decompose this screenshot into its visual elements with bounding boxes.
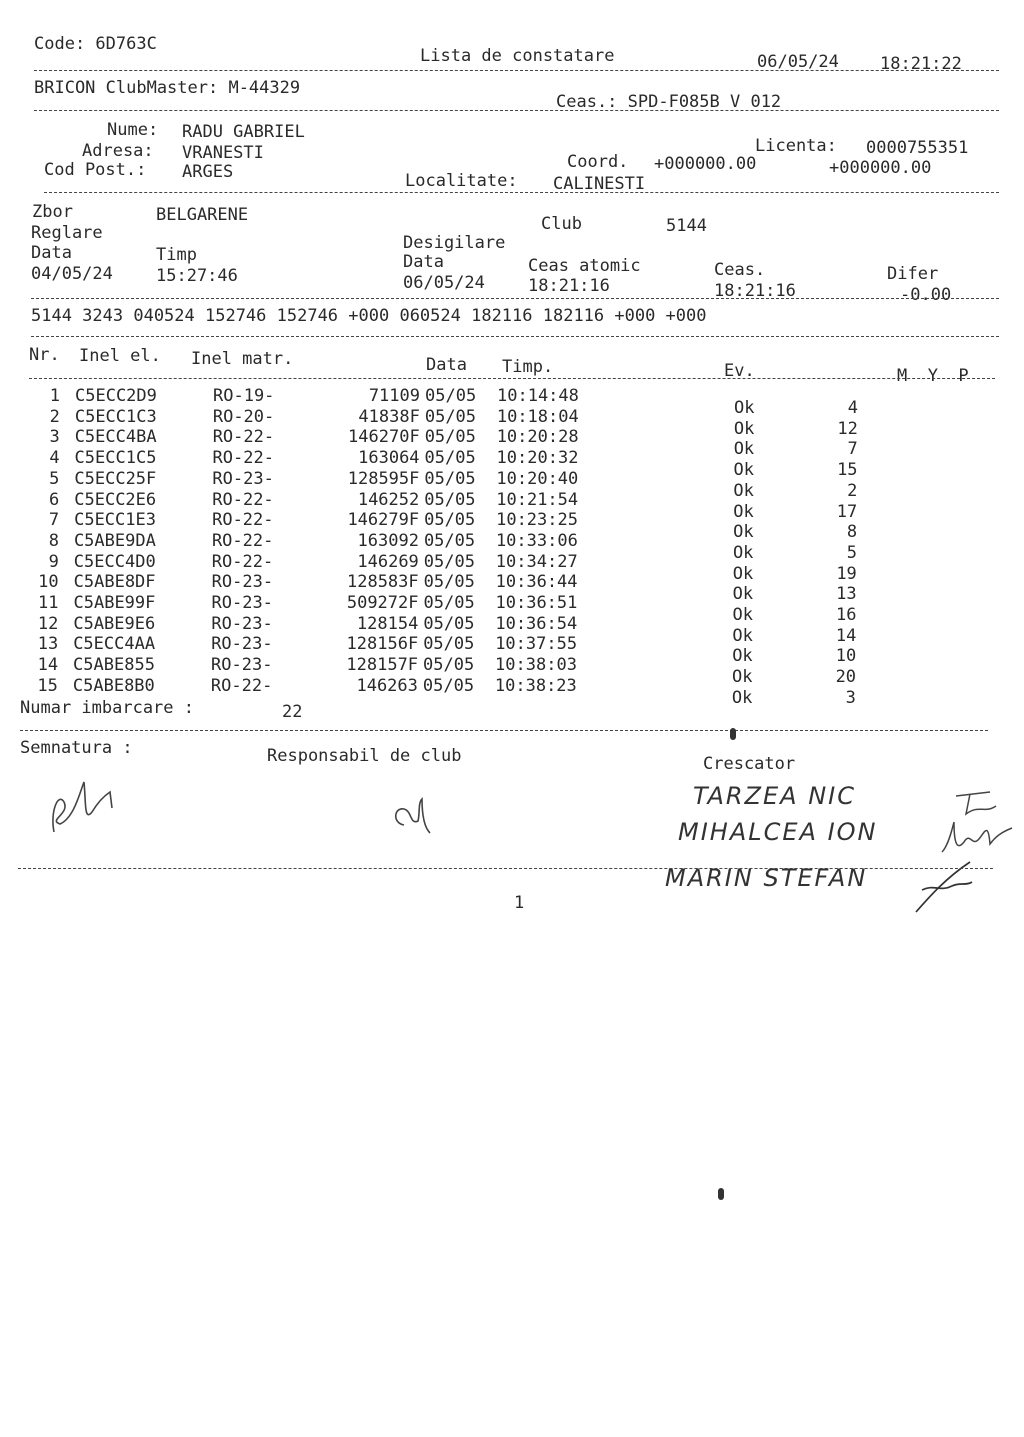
cell-time: 10:20:40: [496, 468, 579, 489]
cell-ev: Ok: [734, 398, 755, 418]
cell-el: C5ECC4AA: [73, 634, 156, 655]
signature-owner: [40, 772, 130, 842]
cell-date: 05/05: [423, 655, 475, 676]
license-number: 0000755351: [866, 138, 969, 158]
cell-pre: RO-19-: [213, 386, 275, 406]
cell-date: 05/05: [424, 427, 476, 448]
cell-el: C5ECC1C3: [74, 406, 157, 427]
cell-nr: 7: [48, 510, 60, 531]
imbarcare-count: 22: [282, 702, 303, 722]
cell-ev: Ok: [733, 522, 754, 543]
cell-num: 128156F: [346, 634, 419, 655]
crescator-label: Crescator: [703, 754, 796, 774]
cell-num: 146263: [356, 675, 418, 696]
cell-num: 128154: [356, 613, 419, 634]
cell-rank: 15: [837, 460, 858, 481]
cell-time: 10:33:06: [495, 530, 578, 551]
cell-pre: RO-20-: [212, 406, 275, 427]
cell-pre: RO-22-: [212, 427, 275, 448]
cell-time: 10:36:51: [495, 593, 578, 613]
cell-el: C5ECC4D0: [73, 551, 156, 572]
cell-date: 05/05: [422, 675, 475, 696]
cell-el: C5ECC2D9: [75, 386, 157, 406]
divider: [44, 192, 999, 193]
cell-ev: Ok: [732, 605, 753, 625]
coord-y: +000000.00: [829, 158, 932, 178]
cell-el: C5ECC2E6: [74, 489, 157, 510]
flight-name: BELGARENE: [156, 205, 249, 225]
code-label: Code: 6D763C: [34, 34, 157, 54]
postal-label: Cod Post.:: [44, 160, 147, 180]
cell-date: 05/05: [423, 572, 475, 593]
print-date: 06/05/24: [757, 52, 839, 72]
clock-id: Ceas.: SPD-F085B V 012: [556, 92, 782, 112]
cell-date: 05/05: [424, 406, 477, 427]
cell-num: 163064: [358, 448, 420, 469]
cell-num: 509272F: [346, 593, 419, 613]
cell-rank: 2: [847, 480, 858, 501]
page-number: 1: [514, 893, 525, 913]
col-inel-el: Inel el.: [79, 346, 161, 366]
cell-pre: RO-22-: [211, 530, 274, 551]
cell-el: C5ECC1E3: [74, 510, 156, 531]
ink-mark: [730, 728, 736, 740]
cell-pre: RO-23-: [211, 634, 273, 655]
cell-el: C5ABE9DA: [73, 530, 156, 551]
cell-date: 05/05: [424, 448, 476, 469]
cell-pre: RO-22-: [212, 448, 274, 469]
reglare-timp-label: Timp: [156, 245, 197, 265]
cell-pre: RO-23-: [211, 655, 273, 676]
col-data: Data: [426, 355, 467, 375]
cell-nr: 2: [49, 406, 60, 427]
cell-nr: 15: [37, 675, 58, 696]
cell-nr: 10: [38, 572, 59, 593]
cell-ev: Ok: [733, 439, 755, 460]
cell-num: 146269: [357, 551, 419, 572]
reglare-time: 15:27:46: [156, 266, 238, 286]
cell-date: 05/05: [423, 551, 475, 572]
cell-time: 10:36:44: [495, 572, 578, 593]
cell-el: C5ABE99F: [73, 593, 156, 613]
address-label: Adresa:: [82, 141, 154, 161]
cell-ev: Ok: [733, 480, 754, 501]
desig-date: 06/05/24: [403, 273, 485, 293]
handwritten-name-1: TARZEA NIC: [693, 782, 856, 810]
cell-nr: 13: [37, 634, 59, 655]
ink-mark: [718, 1188, 724, 1200]
clubmaster-id: BRICON ClubMaster: M-44329: [34, 78, 301, 98]
cell-ev: Ok: [732, 667, 753, 688]
cell-nr: 4: [49, 448, 60, 469]
cell-rank: 8: [846, 522, 858, 543]
cell-num: 146270F: [348, 427, 420, 448]
cell-rank: 20: [835, 667, 857, 688]
cell-num: 41838F: [358, 406, 420, 427]
desig-data-label: Data: [403, 252, 444, 272]
col-ev: Ev.: [724, 361, 755, 381]
ceas-atomic-label: Ceas atomic: [528, 256, 641, 276]
license-label: Licenta:: [755, 136, 837, 156]
cell-pre: RO-22-: [210, 675, 273, 696]
cell-rank: 12: [837, 418, 858, 439]
cell-rank: 14: [835, 625, 857, 646]
cell-time: 10:38:03: [495, 655, 577, 676]
col-inel-matr: Inel matr.: [191, 349, 294, 369]
cell-rank: 16: [836, 605, 857, 625]
cell-el: C5ABE855: [73, 655, 155, 676]
divider: [31, 336, 999, 337]
print-time: 18:21:22: [880, 54, 962, 74]
cell-date: 05/05: [423, 593, 475, 613]
semnatura-label: Semnatura :: [20, 738, 133, 758]
cell-el: C5ABE8DF: [73, 572, 156, 593]
col-timp: Timp.: [502, 357, 554, 377]
cell-num: 146252: [357, 489, 420, 510]
cell-time: 10:18:04: [496, 406, 579, 427]
col-myp: M Y P: [897, 366, 969, 386]
ceas-time: 18:21:16: [714, 281, 796, 301]
coord-x: +000000.00: [654, 154, 757, 174]
reglare-date: 04/05/24: [31, 264, 113, 284]
cell-date: 05/05: [424, 489, 476, 510]
cell-time: 10:14:48: [497, 386, 579, 406]
responsabil-label: Responsabil de club: [267, 746, 462, 766]
cell-rank: 10: [835, 646, 857, 667]
cell-ev: Ok: [733, 418, 755, 439]
cell-time: 10:20:32: [496, 448, 579, 469]
cell-date: 05/05: [423, 613, 475, 634]
cell-ev: Ok: [732, 542, 754, 563]
cell-rank: 7: [847, 439, 858, 460]
cell-date: 05/05: [425, 386, 477, 406]
cell-time: 10:23:25: [496, 510, 578, 531]
cell-rank: 13: [836, 584, 857, 605]
handwritten-name-3: MARIN STEFAN: [665, 864, 868, 892]
difer-label: Difer: [887, 264, 939, 284]
cell-pre: RO-22-: [212, 489, 274, 510]
cell-ev: Ok: [733, 460, 755, 481]
cell-ev: Ok: [732, 646, 753, 667]
cell-pre: RO-23-: [211, 593, 273, 613]
encoded-line: 5144 3243 040524 152746 152746 +000 060524 182116 182116 +000 +000: [31, 306, 707, 326]
document-title: Lista de constatare: [420, 46, 615, 66]
cell-pre: RO-23-: [211, 613, 273, 634]
name-label: Nume:: [107, 120, 159, 140]
cell-el: C5ECC1C5: [74, 448, 157, 469]
handwritten-initials-2: [938, 816, 1018, 860]
divider: [18, 868, 993, 869]
cell-num: 163092: [357, 530, 419, 551]
locality-label: Localitate:: [405, 171, 518, 191]
coord-label: Coord.: [567, 152, 629, 172]
ceas-label: Ceas.: [714, 260, 766, 280]
cell-ev: Ok: [732, 563, 754, 584]
owner-name: RADU GABRIEL: [182, 122, 305, 142]
cell-nr: 11: [38, 593, 59, 613]
cell-time: 10:34:27: [495, 551, 578, 572]
cell-time: 10:38:23: [494, 675, 577, 696]
cell-pre: RO-22-: [211, 551, 274, 572]
cell-rank: 19: [836, 563, 857, 584]
cell-date: 05/05: [424, 510, 476, 531]
handwritten-name-2: MIHALCEA ION: [678, 818, 878, 846]
cell-time: 10:36:54: [495, 613, 578, 634]
cell-nr: 3: [49, 427, 60, 448]
cell-rank: 5: [846, 542, 857, 563]
cell-ev: Ok: [732, 625, 753, 646]
cell-el: C5ABE8B0: [72, 675, 155, 696]
divider: [31, 298, 999, 299]
cell-time: 10:21:54: [496, 489, 579, 510]
cell-num: 128595F: [347, 468, 420, 489]
club-label: Club: [541, 214, 582, 234]
cell-el: C5ECC4BA: [74, 427, 157, 448]
cell-ev: Ok: [731, 687, 753, 708]
imbarcare-label: Numar imbarcare :: [20, 698, 194, 718]
col-nr: Nr.: [29, 345, 60, 365]
reglare-data-label: Data: [31, 243, 72, 263]
handwritten-initials-3: [910, 856, 980, 916]
desigilare-label: Desigilare: [403, 233, 506, 253]
signature-club-manager: [388, 795, 438, 840]
cell-el: C5ABE9E6: [73, 613, 156, 634]
cell-rank: 17: [836, 501, 858, 522]
cell-num: 128157F: [346, 655, 419, 676]
cell-date: 05/05: [423, 634, 475, 655]
divider: [29, 378, 995, 379]
divider: [34, 110, 999, 111]
cell-date: 05/05: [423, 530, 476, 551]
cell-num: 128583F: [346, 572, 419, 593]
ceas-atomic-time: 18:21:16: [528, 276, 610, 296]
locality: CALINESTI: [553, 174, 646, 194]
divider: [34, 70, 999, 71]
cell-pre: RO-22-: [212, 510, 274, 531]
cell-ev: Ok: [732, 584, 754, 605]
cell-nr: 6: [49, 489, 60, 510]
cell-ev: Ok: [733, 501, 754, 522]
cell-nr: 9: [48, 551, 59, 572]
cell-date: 05/05: [424, 468, 476, 489]
cell-time: 10:20:28: [496, 427, 579, 448]
cell-el: C5ECC25F: [74, 468, 157, 489]
owner-address: VRANESTI: [182, 143, 264, 163]
club-number: 5144: [666, 216, 707, 236]
cell-nr: 5: [49, 468, 60, 489]
cell-pre: RO-23-: [211, 572, 274, 593]
cell-time: 10:37:55: [495, 634, 578, 655]
cell-num: 71109: [368, 386, 420, 406]
cell-nr: 8: [48, 530, 59, 551]
owner-postal: ARGES: [182, 162, 234, 182]
cell-num: 146279F: [347, 510, 420, 531]
cell-nr: 14: [37, 655, 59, 676]
cell-nr: 1: [49, 386, 60, 406]
cell-pre: RO-23-: [212, 468, 274, 489]
cell-rank: 4: [847, 398, 858, 418]
difer-value: -0.00: [900, 285, 952, 305]
zbor-label: Zbor: [32, 202, 73, 222]
cell-nr: 12: [37, 613, 59, 634]
reglare-label: Reglare: [31, 223, 103, 243]
divider: [20, 730, 988, 731]
cell-rank: 3: [845, 687, 856, 708]
